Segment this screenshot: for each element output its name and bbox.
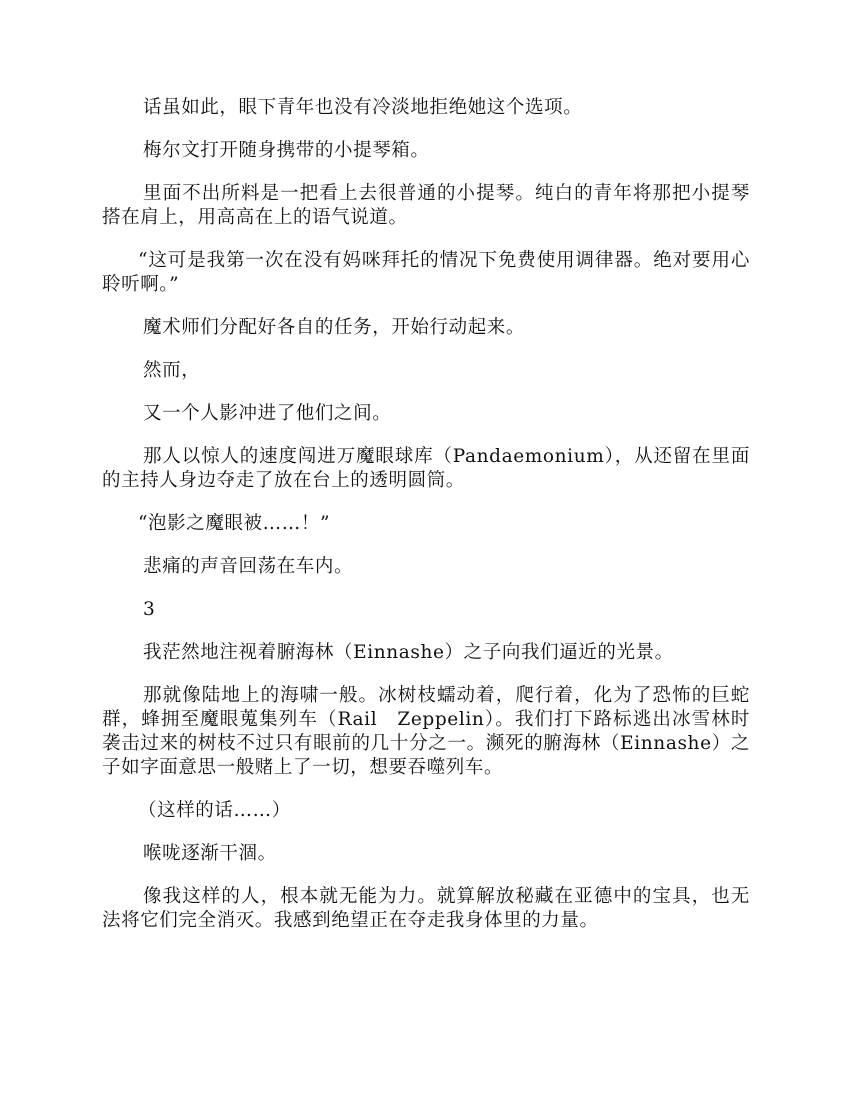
paragraph: 喉咙逐渐干涸。 [143, 843, 277, 864]
paragraph: 那人以惊人的速度闯进万魔眼球库（Pandaemonium），从还留在里面的主持人身边夺走了放在台上的透明圆筒。 [102, 446, 750, 491]
paragraph: 里面不出所料是一把看上去很普通的小提琴。纯白的青年将那把小提琴搭在肩上，用高高在上的语气说道。 [102, 183, 750, 228]
paragraph: “这可是我第一次在没有妈咪拜托的情况下免费使用调律器。绝对要用心聆听啊。” [102, 250, 750, 295]
paragraph: 梅尔文打开随身携带的小提琴箱。 [143, 140, 430, 161]
paragraph: 话虽如此，眼下青年也没有冷淡地拒绝她这个选项。 [143, 97, 583, 118]
document-body [102, 96, 750, 952]
paragraph: （这样的话……） [138, 800, 291, 821]
paragraph: 悲痛的声音回荡在车内。 [143, 556, 354, 577]
paragraph: 又一个人影冲进了他们之间。 [143, 403, 392, 424]
paragraph: 然而， [143, 360, 201, 381]
paragraph: 魔术师们分配好各自的任务，开始行动起来。 [143, 317, 526, 338]
paragraph: 像我这样的人，根本就无能为力。就算解放秘藏在亚德中的宝具，也无法将它们完全消灭。我感到绝望正在夺走我身体里的力量。 [102, 886, 750, 931]
section-number: 3 [143, 599, 156, 620]
paragraph: 我茫然地注视着腑海林（Einnashe）之子向我们逼近的光景。 [143, 642, 674, 663]
paragraph: “泡影之魔眼被……！” [138, 513, 331, 534]
paragraph: 那就像陆地上的海啸一般。冰树枝蠕动着，爬行着，化为了恐怖的巨蛇群，蜂拥至魔眼蒐集列车（Rail Zeppelin）。我们打下路标逃出冰雪林时袭击过来的树枝不过只有眼前的几十分之一。濒死的腑海林（Einnashe）之子如字面意思一般赌上了一切，想要吞噬列车。 [102, 685, 750, 778]
